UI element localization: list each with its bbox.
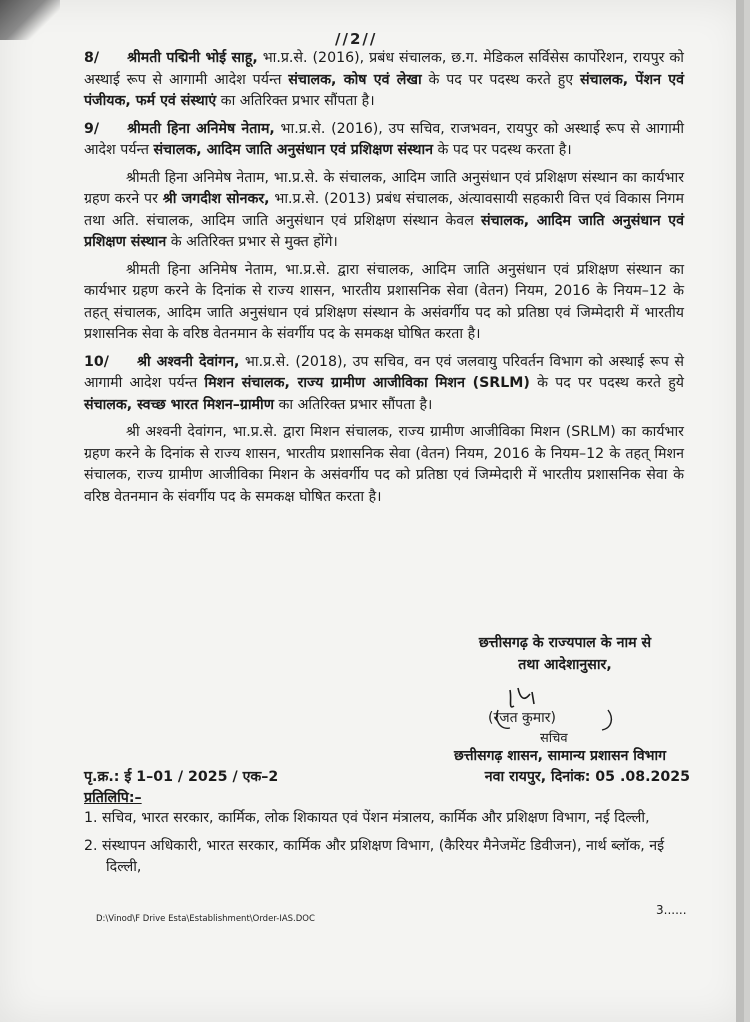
list-item: 2. संस्थापन अधिकारी, भारत सरकार, कार्मिक और प्रशिक्षण विभाग, (कैरियर मैनेजमेंट डिवीजन), नार्थ ब्लॉक, नई दिल्ली,	[84, 837, 665, 875]
paragraph-9b: श्रीमती हिना अनिमेष नेताम, भा.प्र.से. द्वारा संचालक, आदिम जाति अनुसंधान एवं प्रशिक्षण संस्थान का कार्यभार ग्रहण करने के दिनांक से राज्य शासन, भारतीय प्रशासनिक सेवा (वेतन) नियम, 2016 के नियम–12 के तहत् संचालक, आदिम जाति अनुसंधान एवं प्रशिक्षण संस्थान के असंवर्गीय पद को प्रतिष्ठा एवं जिम्मेदारी में भारतीय प्रशासनिक सेवा के वरिष्ठ वेतनमान के संवर्गीय पद के समकक्ष घोषित करता है।	[84, 261, 684, 342]
paragraph-8: 8/ श्रीमती पद्मिनी भोई साहू, भा.प्र.से. (2016), प्रबंध संचालक, छ.ग. मेडिकल सर्विसेस कार्पोरेशन, रायपुर को अस्थाई रूप से आगामी आदेश पर्यन्त संचालक, कोष एवं लेखा के पद पर पदस्थ करते हुए संचालक, पेंशन एवं पंजीयक, फर्म एवं संस्थाएं का अतिरिक्त प्रभार सौंपता है।	[84, 50, 685, 109]
paragraph-9: 9/ श्रीमती हिना अनिमेष नेताम, भा.प्र.से. (2016), उप सचिव, राजभवन, रायपुर को अस्थाई रूप से आगामी आदेश पर्यन्त संचालक, आदिम जाति अनुसंधान एवं प्रशिक्षण संस्थान के पद पर पदस्थ करता है।	[84, 120, 684, 158]
page-corner-shadow	[0, 0, 60, 40]
paragraph-10a: श्री अश्वनी देवांगन, भा.प्र.से. द्वारा मिशन संचालक, राज्य ग्रामीण आजीविका मिशन (SRLM) का कार्यभार ग्रहण करने के दिनांक से राज्य शासन, भारतीय प्रशासनिक सेवा (वेतन) नियम, 2016 के नियम–12 के तहत् मिशन संचालक, राज्य ग्रामीण आजीविका मिशन के असंवर्गीय पद को प्रतिष्ठा एवं जिम्मेदारी में भारतीय प्रशासनिक सेवा के वरिष्ठ वेतनमान के संवर्गीय पद के समकक्ष घोषित करता है।	[84, 424, 684, 505]
page-edge	[736, 0, 744, 1022]
signatory-name: (रजत कुमार)	[488, 710, 556, 726]
governor-order-line: छत्तीसगढ़ के राज्यपाल के नाम से तथा आदेशानुसार,	[478, 635, 652, 673]
copy-to-heading: प्रतिलिपि:–	[84, 790, 142, 806]
signatory-post: सचिव	[540, 731, 568, 746]
department-name: छत्तीसगढ़ शासन, सामान्य प्रशासन विभाग	[454, 748, 666, 764]
list-item: 1. सचिव, भारत सरकार, कार्मिक, लोक शिकायत एवं पेंशन मंत्रालय, कार्मिक और प्रशिक्षण विभाग, नई दिल्ली,	[84, 810, 650, 826]
order-body	[84, 48, 684, 514]
continued-marker: 3......	[656, 903, 687, 917]
copy-list	[84, 808, 684, 885]
paragraph-10: 10/ श्री अश्वनी देवांगन, भा.प्र.से. (2018), उप सचिव, वन एवं जलवायु परिवर्तन विभाग को अस्थाई रूप से आगामी आदेश पर्यन्त मिशन संचालक, राज्य ग्रामीण आजीविका मिशन (SRLM) के पद पर पदस्थ करते हुये संचालक, स्वच्छ भारत मिशन–ग्रामीण का अतिरिक्त प्रभार सौंपता है।	[84, 353, 684, 413]
page-number: //2//	[335, 30, 378, 48]
file-path: D:\Vinod\F Drive Esta\Establishment\Order-IAS.DOC	[96, 914, 315, 924]
reference-number: पृ.क्र.: ई 1–01 / 2025 / एक–2	[84, 769, 279, 785]
place-date: नवा रायपुर, दिनांक: 05 .08.2025	[484, 769, 690, 785]
paragraph-9a: श्रीमती हिना अनिमेष नेताम, भा.प्र.से. के संचालक, आदिम जाति अनुसंधान एवं प्रशिक्षण संस्थान का कार्यभार ग्रहण करने पर श्री जगदीश सोनकर, भा.प्र.से. (2013) प्रबंध संचालक, अंत्यावसायी सहकारी वित्त एवं विकास निगम तथा अति. संचालक, आदिम जाति अनुसंधान एवं प्रशिक्षण संस्थान केवल संचालक, आदिम जाति अनुसंधान एवं प्रशिक्षण संस्थान के अतिरिक्त प्रभार से मुक्त होंगे।	[84, 169, 684, 250]
